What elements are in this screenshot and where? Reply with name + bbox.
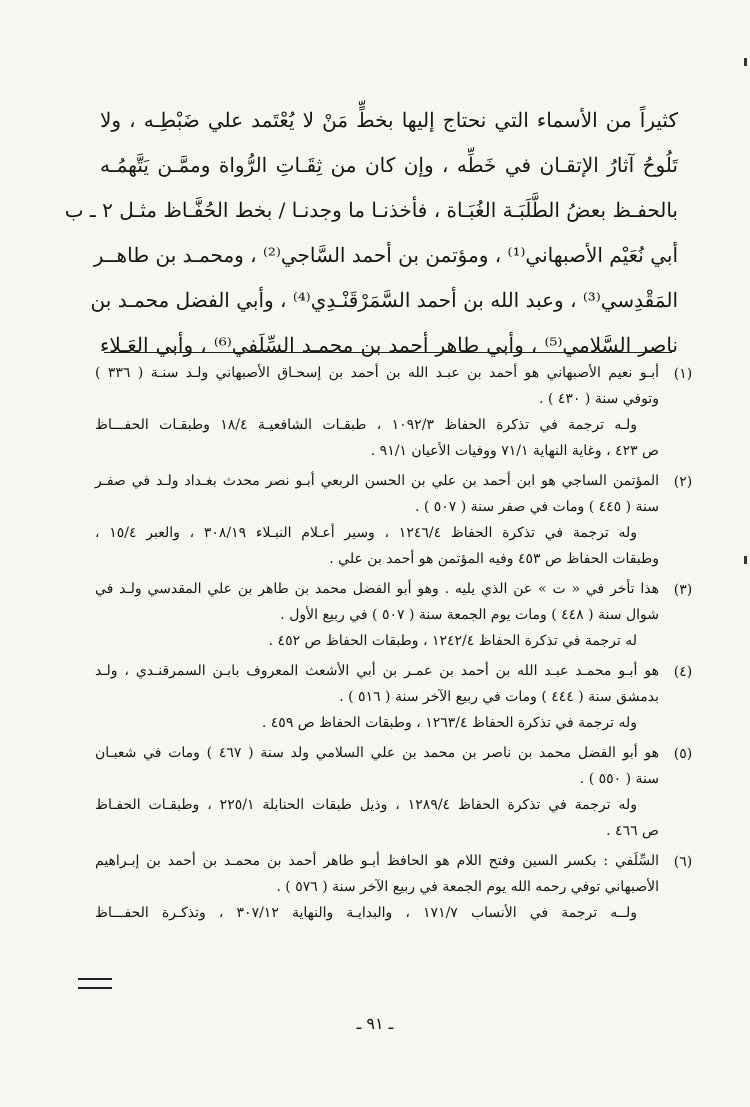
footnote-6 <box>95 848 707 926</box>
footnote-3 <box>95 576 707 654</box>
footnote-line: له ترجمة في تذكرة الحفاظ ١٢٤٢/٤ ، وطبقات الحفاظ ص ٤٥٢ . <box>268 633 637 649</box>
footnote-line: وله ترجمة في تذكرة الحفاظ ١٢٤٦/٤ ، وسير أعـلام النبـلاء ٣٠٨/١٩ ، والعبر ١٥/٤ ، <box>95 525 637 541</box>
scan-edge-mark <box>744 58 747 66</box>
footnote-line: وتوفي سنة ( ٤٣٠ ) . <box>539 391 659 407</box>
footnote-line: ص ٤٦٦ . <box>606 823 659 839</box>
page-number: ـ ٩١ ـ <box>356 1014 394 1033</box>
main-text-line: تَلُوحُ آثارُ الإتقـان في خَطِّه ، وإن كان من ثِقَـاتِ الرُّواة وممَّـن يَتَّهمُـه <box>100 153 678 177</box>
footnote-line: هو أبـو محمـد عبـد الله بن أحمد بن عمـر بن أبي الأشعث المعروف بابـن السمرقنـدي ، ولـد <box>95 663 659 679</box>
main-text-line: بالحفـظ بعضُ الطَّلَبَـة الغُبَـاة ، فأخذنـا ما وجدنـا / بخط الحُفَّـاظ مثـل ٢ ـ ب <box>64 198 678 222</box>
footnote-number: (٢) <box>673 474 693 490</box>
footnote-line: وله ترجمة في تذكرة الحفاظ ١٢٨٩/٤ ، وذيل طبقات الحنابلة ٢٢٥/١ ، وطبقـات الحفـاظ <box>95 797 637 813</box>
footnote-body <box>95 848 659 926</box>
footnote-number: (٣) <box>673 582 693 598</box>
main-text-block <box>64 98 679 368</box>
footnote-body <box>95 740 659 844</box>
main-text-line: ناصر السَّلامي⁽⁵⁾ ، وأبي طاهر أحمد بن محمـد السِّلَفي⁽⁶⁾ ، وأبي العَـلاء <box>100 333 679 357</box>
footnote-body <box>95 360 659 464</box>
footnote-body <box>95 576 659 654</box>
footnote-body <box>95 658 659 736</box>
footnote-line: سنة ( ٥٥٠ ) . <box>579 771 659 787</box>
footnote-body <box>95 468 659 572</box>
footnote-line: ص ٤٢٣ ، وغاية النهاية ٧١/١ ووفيات الأعيان ٩١/١ . <box>370 443 659 459</box>
footnote-4 <box>95 658 707 736</box>
footnote-line: ولـه ترجمة في تذكرة الحفاظ ١٠٩٢/٣ ، طبقـات الشافعيـة ١٨/٤ وطبقـات الحفـــاظ <box>95 417 638 433</box>
footnote-line: الأصبهاني توفي رحمه الله يوم الجمعة في ربيع الآخر سنة ( ٥٧٦ ) . <box>276 879 659 895</box>
footnote-line: أبـو نعيم الأصبهاني هو أحمد بن عبـد الله بن أحمد بن إسحـاق الأصبهاني ولـد سنـة ( ٣٣٦ ) <box>95 365 659 381</box>
footnote-line: المؤتمن الساجي هو ابن أحمد بن علي بن الحسن الربعي أبـو نصر محدث بغـداد ولـد في صفـر <box>95 473 659 489</box>
footnote-5 <box>95 740 707 844</box>
footnote-line: هو أبو الفضل محمد بن ناصر بن محمد بن علي السلامي ولد سنة ( ٤٦٧ ) ومات في شعبـان <box>95 745 660 761</box>
footnote-line: هذا تأخر في « ت » عن الذي يليه . وهو أبو الفضل محمد بن طاهر بن علي المقدسي ولـد في <box>95 581 659 597</box>
footnote-line: وطبقات الحفاظ ص ٤٥٣ وفيه المؤتمن هو أحمد بن علي . <box>329 551 659 567</box>
footnote-divider <box>104 352 672 353</box>
continuation-rule <box>78 978 112 989</box>
footnote-line: شوال سنة ( ٤٤٨ ) ومات يوم الجمعة سنة ( ٥٠٧ ) في ربيع الأول . <box>280 607 659 623</box>
footnote-line: ولــه ترجمة في الأنساب ١٧١/٧ ، والبدايـة والنهاية ٣٠٧/١٢ ، وتذكـرة الحفـــاظ <box>95 905 638 921</box>
footnote-1 <box>95 360 707 464</box>
footnote-number: (٦) <box>673 854 693 870</box>
footnote-number: (١) <box>673 366 693 382</box>
main-text-line: أبي نُعَيْم الأصبهاني⁽¹⁾ ، ومؤتمن بن أحمد السَّاجي⁽²⁾ ، ومحمـد بن طاهــر <box>93 243 678 267</box>
scan-edge-mark <box>744 556 747 564</box>
main-text-line: كثيراً من الأسماء التي نحتاج إليها بخطٍّ مَنْ لا يُعْتَمد علي ضَبْطِـه ، ولا <box>100 108 678 132</box>
main-text-line: المَقْدِسي⁽³⁾ ، وعبد الله بن أحمد السَّمَرْقَنْـدِي⁽⁴⁾ ، وأبي الفضل محمـد بن <box>90 288 678 312</box>
footnote-line: وله ترجمة في تذكرة الحفاظ ١٢٦٣/٤ ، وطبقات الحفاظ ص ٤٥٩ . <box>261 715 637 731</box>
footnote-line: سنة ( ٤٤٥ ) ومات في صفر سنة ( ٥٠٧ ) . <box>414 499 659 515</box>
footnote-2 <box>95 468 707 572</box>
footnote-line: السِّلَفي : بكسر السين وفتح اللام هو الحافظ أبـو طاهر أحمد بن محمـد بن أحمد بن إبـراهيم <box>95 853 659 869</box>
footnote-line: بدمشق سنة ( ٤٤٤ ) ومات في ربيع الآخر سنة ( ٥١٦ ) . <box>339 689 659 705</box>
footnote-number: (٥) <box>673 746 693 762</box>
footnote-number: (٤) <box>673 664 693 680</box>
footnotes-section <box>95 360 707 930</box>
